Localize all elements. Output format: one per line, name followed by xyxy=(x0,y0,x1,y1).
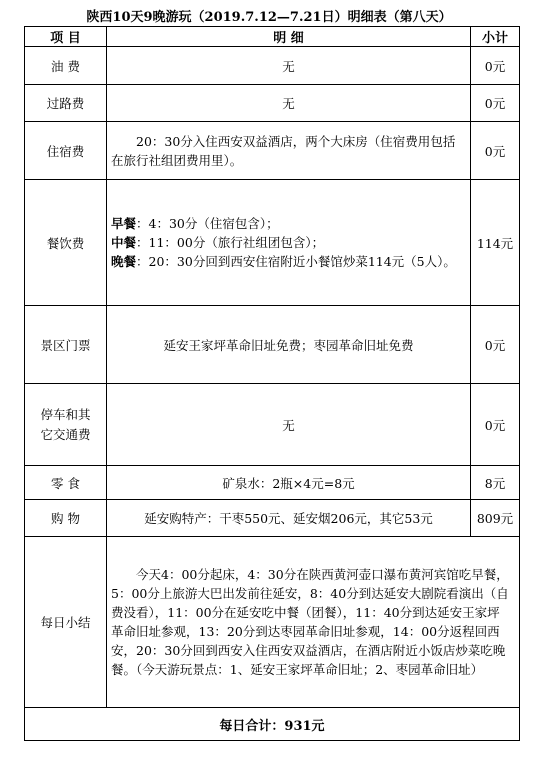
header-row xyxy=(25,27,520,47)
row-label-transport xyxy=(25,384,107,466)
header-detail: 明 细 xyxy=(107,27,471,47)
row-amount-shopping: 809元 xyxy=(471,500,520,537)
row-detail-transport: 无 xyxy=(107,384,471,466)
row-detail-lodging: 20：30分入住西安双益酒店，两个大床房（住宿费用包括在旅行社组团费用里）。 xyxy=(107,122,471,180)
row-label-fuel: 油 费 xyxy=(25,47,107,85)
row-amount-toll: 0元 xyxy=(471,85,520,122)
expense-table xyxy=(24,26,520,741)
table-row xyxy=(25,85,520,122)
dinner-label: 晚餐 xyxy=(111,254,137,269)
row-detail-summary: 今天4：00分起床，4：30分在陕西黄河壶口瀑布黄河宾馆吃早餐，5：00分上旅游大巴出发前往延安，8：40分到达延安大剧院看演出（自费没看），11：00分在延安吃中餐（团餐），11：40分到达延安王家坪革命旧址参观，13：20分到达枣园革命旧址参观，14：00分返程回西安，20：30分回到西安入住西安双益酒店，在酒店附近小饭店炒菜吃晚餐。（今天游玩景点：1、延安王家坪革命旧址；2、枣园革命旧址） xyxy=(107,537,520,708)
row-amount-fuel: 0元 xyxy=(471,47,520,85)
row-amount-transport: 0元 xyxy=(471,384,520,466)
transport-label-line1: 停车和其 xyxy=(40,406,91,422)
row-detail-shopping: 延安购特产：干枣550元、延安烟206元，其它53元 xyxy=(107,500,471,537)
transport-label-line2: 它交通费 xyxy=(40,426,91,442)
row-detail-tickets: 延安王家坪革命旧址免费；枣园革命旧址免费 xyxy=(107,306,471,384)
row-label-food: 餐饮费 xyxy=(25,180,107,306)
breakfast-line xyxy=(111,214,462,233)
table-row xyxy=(25,180,520,306)
row-label-tickets: 景区门票 xyxy=(25,306,107,384)
table-row xyxy=(25,122,520,180)
row-detail-food xyxy=(107,180,471,306)
row-amount-food: 114元 xyxy=(471,180,520,306)
dinner-line xyxy=(111,252,462,271)
row-detail-toll: 无 xyxy=(107,85,471,122)
table-row xyxy=(25,537,520,708)
header-subtotal: 小计 xyxy=(471,27,520,47)
row-label-toll: 过路费 xyxy=(25,85,107,122)
total-row xyxy=(25,708,520,741)
row-label-snacks: 零 食 xyxy=(25,466,107,500)
dinner-text: ：20：30分回到西安住宿附近小餐馆炒菜114元（5人）。 xyxy=(136,254,456,269)
daily-total: 每日合计：931元 xyxy=(25,708,520,741)
lunch-label: 中餐 xyxy=(111,235,137,250)
row-amount-snacks: 8元 xyxy=(471,466,520,500)
lunch-text: ：11：00分（旅行社组团包含）； xyxy=(136,235,325,250)
row-label-summary: 每日小结 xyxy=(25,537,107,708)
row-label-lodging: 住宿费 xyxy=(25,122,107,180)
table-row xyxy=(25,466,520,500)
page-title: 陕西10天9晚游玩（2019.7.12—7.21日）明细表（第八天） xyxy=(86,10,452,25)
row-amount-tickets: 0元 xyxy=(471,306,520,384)
table-row xyxy=(25,306,520,384)
header-item: 项 目 xyxy=(25,27,107,47)
row-detail-fuel: 无 xyxy=(107,47,471,85)
breakfast-label: 早餐 xyxy=(111,216,137,231)
table-row xyxy=(25,384,520,466)
lunch-line xyxy=(111,233,462,252)
row-detail-snacks: 矿泉水：2瓶×4元=8元 xyxy=(107,466,471,500)
row-amount-lodging: 0元 xyxy=(471,122,520,180)
table-row xyxy=(25,47,520,85)
table-row xyxy=(25,500,520,537)
breakfast-text: ：4：30分（住宿包含）； xyxy=(136,216,279,231)
row-label-shopping: 购 物 xyxy=(25,500,107,537)
